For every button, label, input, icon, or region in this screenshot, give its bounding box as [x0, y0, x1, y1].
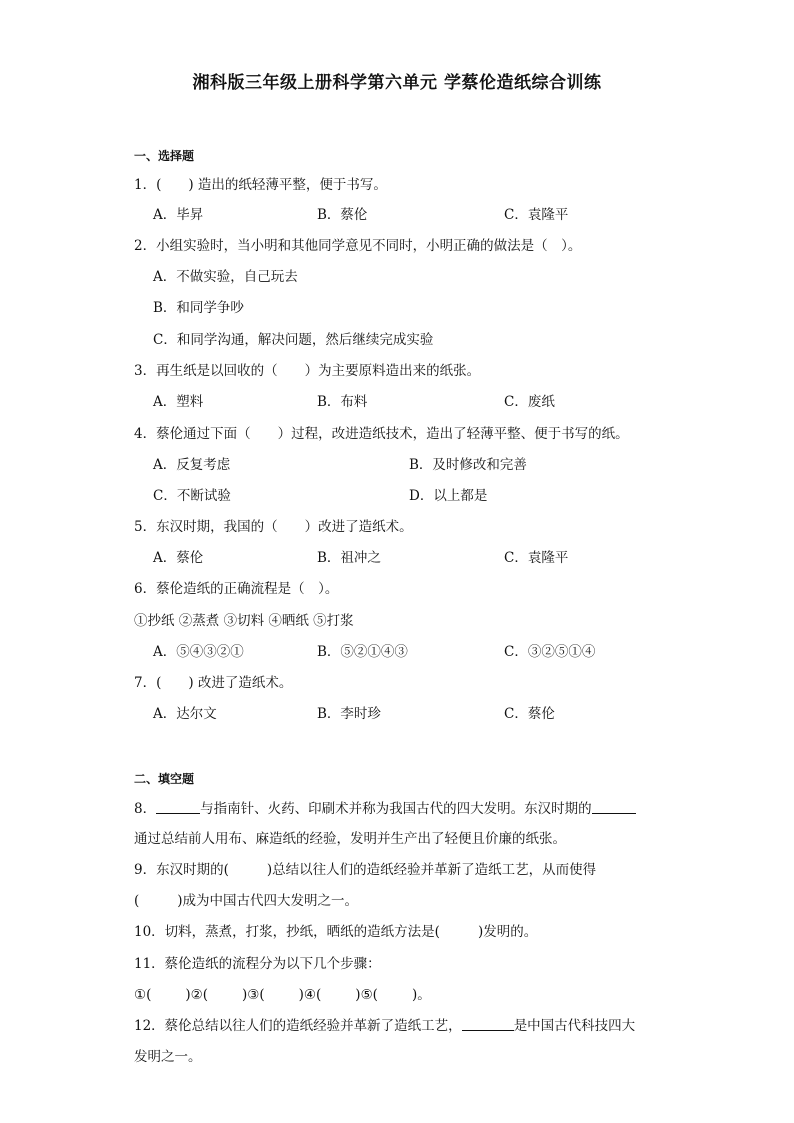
q11-step-5: )⑤( — [355, 987, 378, 1003]
q6-option-b: B．⑤②①④③ — [317, 644, 408, 660]
q6-steps: ①抄纸 ②蒸煮 ③切料 ④晒纸 ⑤打浆 — [134, 613, 354, 629]
q3-option-c: C．废纸 — [504, 394, 555, 410]
q7-option-c: C．蔡伦 — [504, 706, 555, 722]
question-12 — [134, 1014, 635, 1034]
q1-option-a: A．毕昇 — [153, 207, 204, 223]
q2-option-c: C．和同学沟通，解决问题，然后继续完成实验 — [153, 332, 434, 348]
question-11: 11．蔡伦造纸的流程分为以下几个步骤： — [134, 956, 381, 972]
q4-option-b: B．及时修改和完善 — [409, 457, 527, 473]
q5-option-c: C．袁隆平 — [504, 550, 569, 566]
q12-blank — [462, 1018, 514, 1031]
question-4: 4．蔡伦通过下面（ ）过程，改进造纸技术，造出了轻薄平整、便于书写的纸。 — [134, 426, 629, 442]
q12-text-b: 是中国古代科技四大 — [513, 1018, 636, 1034]
q7-option-a: A．达尔文 — [153, 706, 217, 722]
q9-text-c: ( — [134, 893, 140, 909]
q11-step-2: )②( — [185, 987, 209, 1003]
q1-option-b: B．蔡伦 — [317, 207, 368, 223]
q9-text-b: )总结以往人们的造纸经验并革新了造纸工艺，从而使得 — [266, 862, 597, 878]
q12-text-a: 12．蔡伦总结以往人们的造纸经验并革新了造纸工艺， — [134, 1018, 462, 1034]
question-2: 2．小组实验时，当小明和其他同学意见不同时，小明正确的做法是（ ）。 — [134, 238, 582, 254]
question-7: 7．( ) 改进了造纸术。 — [134, 675, 293, 691]
q3-option-b: B．布料 — [317, 394, 368, 410]
q11-end: )。 — [411, 987, 431, 1003]
q11-step-1: ①( — [134, 987, 152, 1003]
q5-option-b: B．祖冲之 — [317, 550, 381, 566]
q12-line-2: 发明之一。 — [134, 1049, 202, 1065]
section-heading-fill: 二、填空题 — [134, 772, 195, 786]
q10-text-a: 10．切料，蒸煮，打浆，抄纸，晒纸的造纸方法是( — [134, 924, 440, 940]
section-heading-choice: 一、选择题 — [134, 149, 195, 163]
question-6: 6．蔡伦造纸的正确流程是（ ）。 — [134, 581, 339, 597]
question-5: 5．东汉时期，我国的（ ）改进了造纸术。 — [134, 519, 413, 535]
q11-steps — [134, 983, 431, 1003]
question-1: 1．( ) 造出的纸轻薄平整，便于书写。 — [134, 177, 387, 193]
q8-blank-2 — [592, 801, 636, 814]
q9-text-a: 9．东汉时期的( — [134, 862, 229, 878]
q7-option-b: B．李时珍 — [317, 706, 381, 722]
q6-option-a: A．⑤④③②① — [153, 644, 244, 660]
q11-step-4: )④( — [298, 987, 322, 1003]
q9-line-2 — [134, 889, 358, 909]
q3-option-a: A．塑料 — [153, 394, 204, 410]
q11-step-3: )③( — [242, 987, 265, 1003]
q5-option-a: A．蔡伦 — [153, 550, 204, 566]
q4-option-c: C．不断试验 — [153, 488, 231, 504]
q4-option-d: D．以上都是 — [409, 488, 488, 504]
question-9 — [134, 858, 596, 878]
q2-option-b: B．和同学争吵 — [153, 300, 244, 316]
question-10 — [134, 920, 537, 940]
q8-line-2: 通过总结前人用布、麻造纸的经验，发明并生产出了轻便且价廉的纸张。 — [134, 831, 566, 847]
page-title: 湘科版三年级上册科学第六单元 学蔡伦造纸综合训练 — [192, 73, 602, 93]
q8-prefix: 8． — [134, 801, 157, 817]
q9-text-d: )成为中国古代四大发明之一。 — [177, 893, 359, 909]
q8-text: 与指南针、火药、印刷术并称为我国古代的四大发明。东汉时期的 — [200, 801, 592, 817]
q10-text-b: )发明的。 — [477, 924, 538, 940]
question-3: 3．再生纸是以回收的（ ）为主要原料造出来的纸张。 — [134, 363, 481, 379]
q2-option-a: A．不做实验，自己玩去 — [153, 269, 298, 285]
q4-option-a: A．反复考虑 — [153, 457, 231, 473]
question-8 — [134, 797, 636, 817]
q8-blank-1 — [156, 801, 200, 814]
q1-option-c: C．袁隆平 — [504, 207, 569, 223]
q6-option-c: C．③②⑤①④ — [504, 644, 596, 660]
